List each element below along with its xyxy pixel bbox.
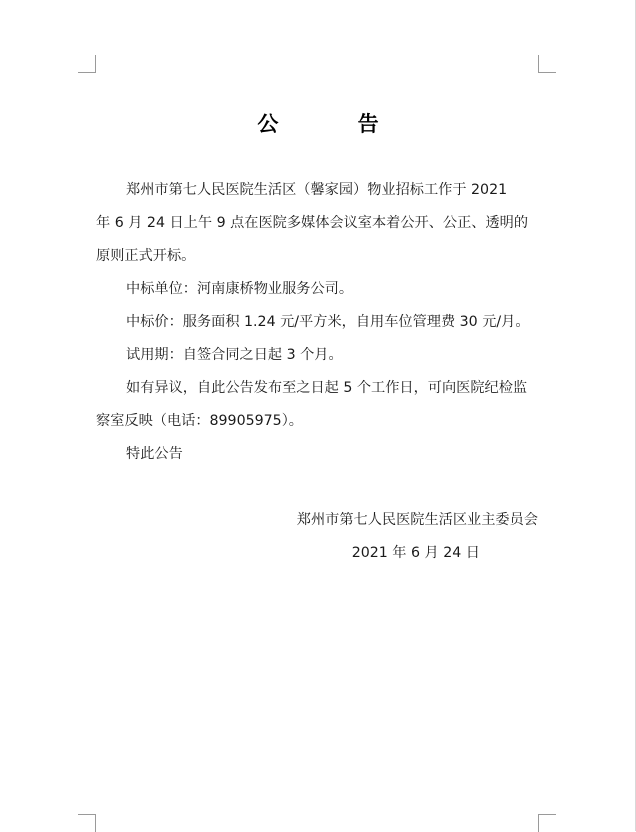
closing-line: 特此公告 bbox=[126, 446, 183, 462]
announcement-body bbox=[96, 174, 540, 471]
signing-organization: 郑州市第七人民医院生活区业主委员会 bbox=[296, 512, 538, 528]
objection-line: 如有异议，自此公告发布至之日起 5 个工作日，可向医院纪检监 bbox=[126, 380, 528, 396]
winning-bidder-line: 中标单位：河南康桥物业服务公司。 bbox=[126, 281, 354, 297]
body-line: 年 6 月 24 日上午 9 点在医院多媒体会议室本着公开、公正、透明的 bbox=[96, 215, 529, 231]
trial-period-line: 试用期：自签合同之日起 3 个月。 bbox=[126, 347, 343, 363]
announcement-title: 公 告 bbox=[257, 112, 415, 136]
crop-mark-bottom-right bbox=[538, 814, 556, 832]
crop-mark-bottom-left bbox=[78, 814, 96, 832]
crop-mark-top-right bbox=[538, 55, 556, 73]
body-line: 郑州市第七人民医院生活区（馨家园）物业招标工作于 2021 bbox=[126, 182, 508, 198]
crop-mark-top-left bbox=[78, 55, 96, 73]
winning-price-line: 中标价：服务面积 1.24 元/平方米，自用车位管理费 30 元/月。 bbox=[126, 314, 530, 330]
signing-date: 2021 年 6 月 24 日 bbox=[351, 545, 480, 561]
body-line: 原则正式开标。 bbox=[96, 248, 196, 264]
objection-line: 察室反映（电话：89905975）。 bbox=[96, 413, 303, 429]
